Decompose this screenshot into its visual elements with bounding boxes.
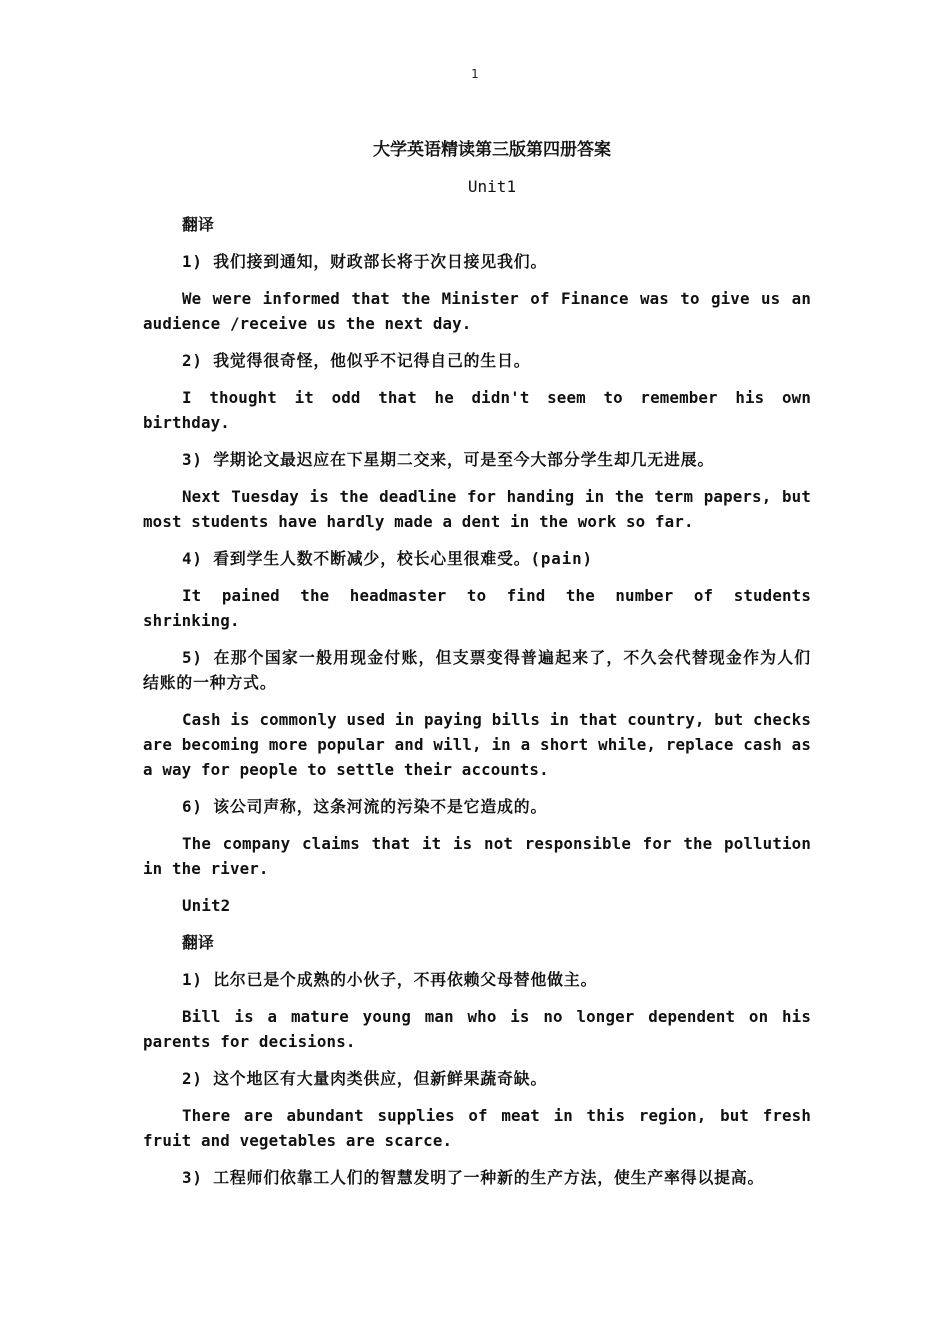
section-heading: 翻译 — [182, 215, 214, 234]
unit-heading: Unit1 — [467, 177, 517, 196]
english-translation: Cash is commonly used in paying bills in that country, but checks are becoming more popular and will, in a short while, replace cash as a way for people to settle their accounts. — [143, 710, 811, 779]
chinese-sentence: 6) 该公司声称，这条河流的污染不是它造成的。 — [182, 797, 548, 816]
unit-heading: Unit2 — [182, 896, 231, 915]
english-translation: Bill is a mature young man who is no longer dependent on his parents for decisions. — [143, 1007, 811, 1051]
chinese-sentence: 3) 学期论文最迟应在下星期二交来，可是至今大部分学生却几无进展。 — [182, 450, 715, 469]
english-translation: We were informed that the Minister of Finance was to give us an audience /receive us the next day. — [143, 289, 811, 333]
english-translation: Next Tuesday is the deadline for handing in the term papers, but most students have hardly made a dent in the work so far. — [143, 487, 811, 531]
chinese-sentence: 1) 比尔已是个成熟的小伙子，不再依赖父母替他做主。 — [182, 970, 598, 989]
english-translation: There are abundant supplies of meat in this region, but fresh fruit and vegetables are scarce. — [143, 1106, 811, 1150]
english-translation: I thought it odd that he didn't seem to remember his own birthday. — [143, 388, 811, 432]
chinese-sentence: 3) 工程师们依靠工人们的智慧发明了一种新的生产方法，使生产率得以提高。 — [182, 1168, 765, 1187]
english-translation: The company claims that it is not responsible for the pollution in the river. — [143, 834, 811, 878]
chinese-sentence: 2) 我觉得很奇怪，他似乎不记得自己的生日。 — [182, 351, 531, 370]
section-heading: 翻译 — [182, 933, 214, 952]
document-title: 大学英语精读第三版第四册答案 — [373, 140, 611, 160]
chinese-sentence: 5) 在那个国家一般用现金付账，但支票变得普遍起来了，不久会代替现金作为人们结账的一种方式。 — [143, 648, 811, 692]
chinese-sentence: 1) 我们接到通知，财政部长将于次日接见我们。 — [182, 252, 548, 271]
chinese-sentence: 4) 看到学生人数不断减少，校长心里很难受。(pain) — [182, 549, 593, 568]
english-translation: It pained the headmaster to find the number of students shrinking. — [143, 586, 811, 630]
page-number: 1 — [471, 67, 479, 81]
chinese-sentence: 2) 这个地区有大量肉类供应，但新鲜果蔬奇缺。 — [182, 1069, 548, 1088]
document-body — [143, 138, 811, 1202]
